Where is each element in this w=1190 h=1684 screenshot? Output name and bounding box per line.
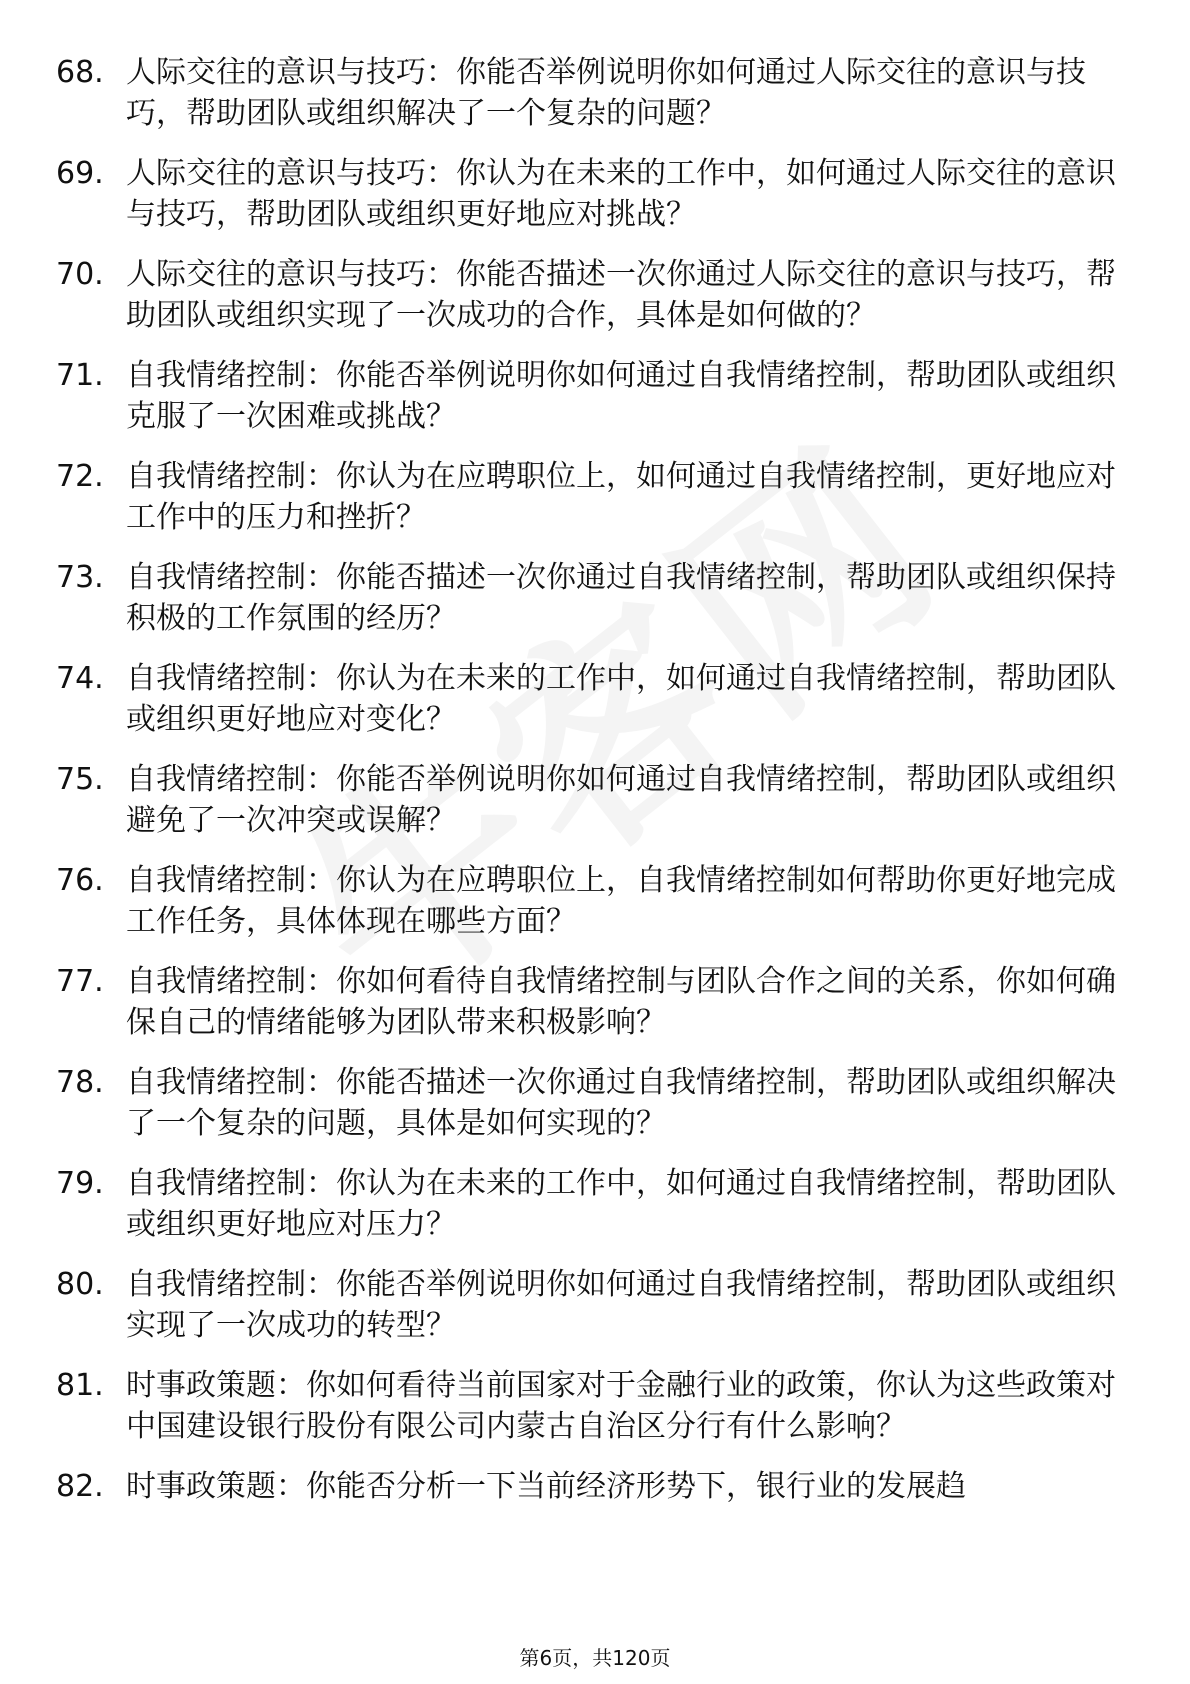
list-item [56, 153, 1116, 235]
question-number: 69. [56, 156, 104, 191]
question-number: 68. [56, 55, 104, 90]
list-item [56, 557, 1116, 639]
question-number: 73. [56, 560, 104, 595]
question-text: 自我情绪控制：你能否描述一次你通过自我情绪控制，帮助团队或组织解决了一个复杂的问题，具体是如何实现的？ [126, 1065, 1116, 1141]
question-list [56, 52, 1116, 1526]
list-item [56, 456, 1116, 538]
question-text: 时事政策题：你如何看待当前国家对于金融行业的政策，你认为这些政策对中国建设银行股份有限公司内蒙古自治区分行有什么影响？ [126, 1368, 1116, 1444]
list-item [56, 1163, 1116, 1245]
list-item [56, 1264, 1116, 1346]
list-item [56, 52, 1116, 134]
list-item [56, 1365, 1116, 1447]
question-number: 81. [56, 1368, 104, 1403]
list-item [56, 1062, 1116, 1144]
question-text: 自我情绪控制：你能否举例说明你如何通过自我情绪控制，帮助团队或组织实现了一次成功的转型？ [126, 1267, 1116, 1343]
question-text: 时事政策题：你能否分析一下当前经济形势下，银行业的发展趋 [126, 1469, 966, 1504]
question-text: 自我情绪控制：你能否举例说明你如何通过自我情绪控制，帮助团队或组织克服了一次困难或挑战？ [126, 358, 1116, 434]
list-item [56, 658, 1116, 740]
question-number: 79. [56, 1166, 104, 1201]
list-item [56, 355, 1116, 437]
question-number: 80. [56, 1267, 104, 1302]
question-text: 人际交往的意识与技巧：你能否描述一次你通过人际交往的意识与技巧，帮助团队或组织实现了一次成功的合作，具体是如何做的？ [126, 257, 1116, 333]
list-item [56, 759, 1116, 841]
question-text: 人际交往的意识与技巧：你能否举例说明你如何通过人际交往的意识与技巧，帮助团队或组织解决了一个复杂的问题？ [126, 55, 1086, 131]
question-text: 自我情绪控制：你认为在应聘职位上，如何通过自我情绪控制，更好地应对工作中的压力和挫折？ [126, 459, 1116, 535]
question-text: 自我情绪控制：你能否举例说明你如何通过自我情绪控制，帮助团队或组织避免了一次冲突或误解？ [126, 762, 1116, 838]
list-item [56, 254, 1116, 336]
question-number: 77. [56, 964, 104, 999]
question-number: 78. [56, 1065, 104, 1100]
question-number: 74. [56, 661, 104, 696]
list-item [56, 860, 1116, 942]
question-text: 人际交往的意识与技巧：你认为在未来的工作中，如何通过人际交往的意识与技巧，帮助团队或组织更好地应对挑战？ [126, 156, 1116, 232]
list-item [56, 961, 1116, 1043]
question-number: 82. [56, 1469, 104, 1504]
question-text: 自我情绪控制：你认为在未来的工作中，如何通过自我情绪控制，帮助团队或组织更好地应对压力？ [126, 1166, 1116, 1242]
question-number: 75. [56, 762, 104, 797]
question-text: 自我情绪控制：你如何看待自我情绪控制与团队合作之间的关系，你如何确保自己的情绪能够为团队带来积极影响？ [126, 964, 1116, 1040]
page-footer: 第6页，共120页 [519, 1646, 671, 1670]
question-number: 71. [56, 358, 104, 393]
question-text: 自我情绪控制：你认为在未来的工作中，如何通过自我情绪控制，帮助团队或组织更好地应对变化？ [126, 661, 1116, 737]
question-number: 72. [56, 459, 104, 494]
question-number: 70. [56, 257, 104, 292]
question-text: 自我情绪控制：你能否描述一次你通过自我情绪控制，帮助团队或组织保持积极的工作氛围的经历？ [126, 560, 1116, 636]
list-item [56, 1466, 1116, 1507]
question-number: 76. [56, 863, 104, 898]
question-text: 自我情绪控制：你认为在应聘职位上，自我情绪控制如何帮助你更好地完成工作任务，具体体现在哪些方面？ [126, 863, 1116, 939]
